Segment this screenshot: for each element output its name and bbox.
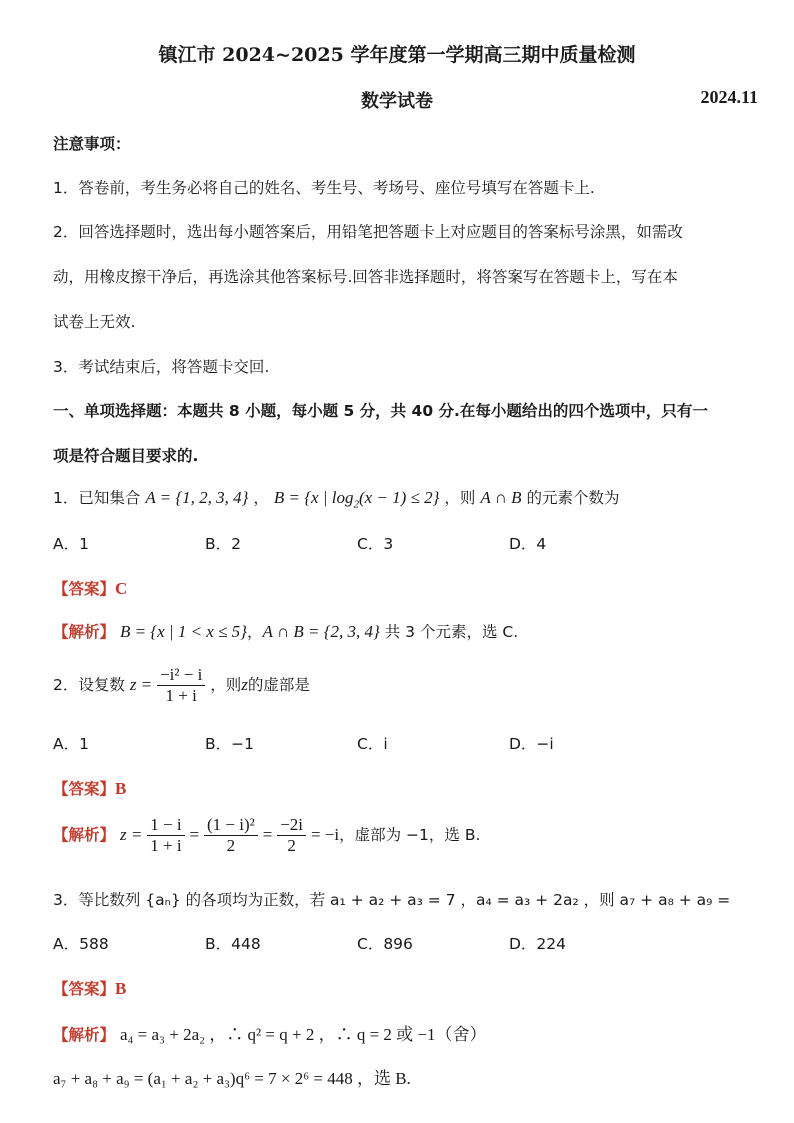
exam-date: 2024.11 <box>700 87 758 107</box>
q3-option-d: D．224 <box>509 935 567 953</box>
equals-sign: = <box>262 825 273 844</box>
q2-option-a: A．1 <box>53 735 89 753</box>
q1-option-d: D．4 <box>509 535 547 553</box>
q1-log-base: 2 <box>353 498 359 511</box>
q2-fraction-denominator: 1 + i <box>165 686 197 705</box>
q2-analysis <box>53 815 480 856</box>
q1-set-b-post: (x − 1) ≤ 2} <box>358 488 440 507</box>
q2-tail: 的虚部是 <box>247 676 310 694</box>
question-1 <box>53 486 620 510</box>
q3-analysis-line-1: a₄ = a₃ + 2a₂ ，∴ q² = q + 2 ，∴ q = 2 或 −1（舍） <box>119 1025 487 1044</box>
q1-analysis-math-2: A ∩ B = {2, 3, 4} <box>262 622 380 641</box>
q1-analysis <box>53 620 518 642</box>
q2-analysis-result: = −i <box>310 825 340 844</box>
q2-fraction-numerator: −i² − i <box>157 665 205 686</box>
q1-prefix: 1．已知集合 <box>53 489 141 507</box>
frac-numerator: 1 − i <box>147 815 184 836</box>
exam-title: 镇江市 2024~2025 学年度第一学期高三期中质量检测 <box>158 44 636 66</box>
q1-option-b: B．2 <box>205 535 241 553</box>
q1-set-b-pre: B = {x | log <box>273 488 354 507</box>
analysis-label: 【解析】 <box>53 826 116 844</box>
section-heading-line-1: 一、单项选择题：本题共 8 小题，每小题 5 分，共 40 分.在每小题给出的四个选项中，只有一 <box>53 402 708 420</box>
q3-analysis <box>53 1020 487 1045</box>
note-item-3: 3．考试结束后，将答题卡交回. <box>53 358 270 376</box>
q2-analysis-frac-3 <box>277 815 306 856</box>
note-item-2-line-1: 2．回答选择题时，选出每小题答案后，用铅笔把答题卡上对应题目的答案标号涂黑，如需改 <box>53 223 683 241</box>
q2-z-eq: z = <box>129 675 153 694</box>
equals-sign: = <box>189 825 200 844</box>
q2-fraction <box>157 665 205 706</box>
q3-option-a: A．588 <box>53 935 109 953</box>
frac-denominator: 2 <box>226 836 236 855</box>
q3-answer <box>53 977 126 999</box>
q1-analysis-text: 共 3 个元素，选 C. <box>384 623 519 641</box>
q2-answer-value: B <box>115 779 127 798</box>
q1-sep: ， <box>253 489 269 507</box>
q2-option-d: D．−i <box>509 735 554 753</box>
frac-denominator: 2 <box>287 836 296 855</box>
answer-label: 【答案】 <box>53 580 116 598</box>
frac-numerator: (1 − i)² <box>204 815 258 836</box>
q1-tail: 的元素个数为 <box>526 489 620 507</box>
analysis-label: 【解析】 <box>53 1026 116 1044</box>
q2-option-b: B．−1 <box>205 735 254 753</box>
exam-subtitle: 数学试卷 <box>361 91 433 112</box>
q2-suffix: ，则 <box>210 676 242 694</box>
frac-numerator: −2i <box>277 815 306 836</box>
section-heading-line-2: 项是符合题目要求的. <box>53 447 199 465</box>
q3-analysis-line-2: a₇ + a₈ + a₉ = (a₁ + a₂ + a₃)q⁶ = 7 × 2⁶ = 448 ，选 B. <box>53 1069 411 1088</box>
q2-option-c: C．i <box>357 735 388 753</box>
q1-option-a: A．1 <box>53 535 89 553</box>
note-item-2-line-2: 动，用橡皮擦干净后，再选涂其他答案标号.回答非选择题时，将答案写在答题卡上，写在本 <box>53 268 678 286</box>
note-item-1: 1．答卷前，考生务必将自己的姓名、考生号、考场号、座位号填写在答题卡上. <box>53 179 595 197</box>
frac-denominator: 1 + i <box>150 836 182 855</box>
q1-expr: A ∩ B <box>480 488 522 507</box>
answer-label: 【答案】 <box>53 780 116 798</box>
analysis-label: 【解析】 <box>53 623 116 641</box>
q1-analysis-math-1: B = {x | 1 < x ≤ 5} <box>119 622 247 641</box>
q1-answer-value: C <box>115 579 128 598</box>
q2-analysis-z: z = <box>119 825 143 844</box>
q2-prefix: 2．设复数 <box>53 676 125 694</box>
notes-heading: 注意事项： <box>53 135 131 153</box>
q1-answer <box>53 577 127 599</box>
q2-z: z <box>241 675 248 694</box>
q2-analysis-text: ，虚部为 −1，选 B. <box>339 826 481 844</box>
q1-set-a: A = {1, 2, 3, 4} <box>145 488 249 507</box>
q2-analysis-frac-1 <box>147 815 184 856</box>
question-2 <box>53 665 310 706</box>
q3-answer-value: B <box>115 979 127 998</box>
question-3: 3．等比数列 {aₙ} 的各项均为正数，若 a₁ + a₂ + a₃ = 7 ，a₄ = a₃ + 2a₂ ，则 a₇ + a₈ + a₉ = <box>53 891 731 909</box>
q1-option-c: C．3 <box>357 535 394 553</box>
answer-label: 【答案】 <box>53 980 116 998</box>
q2-answer <box>53 777 126 799</box>
q1-analysis-sep: ， <box>246 623 263 641</box>
q1-suffix: ，则 <box>444 489 476 507</box>
q3-option-b: B．448 <box>205 935 261 953</box>
q2-analysis-frac-2 <box>204 815 258 856</box>
note-item-2-line-3: 试卷上无效. <box>53 313 136 331</box>
q3-option-c: C．896 <box>357 935 413 953</box>
